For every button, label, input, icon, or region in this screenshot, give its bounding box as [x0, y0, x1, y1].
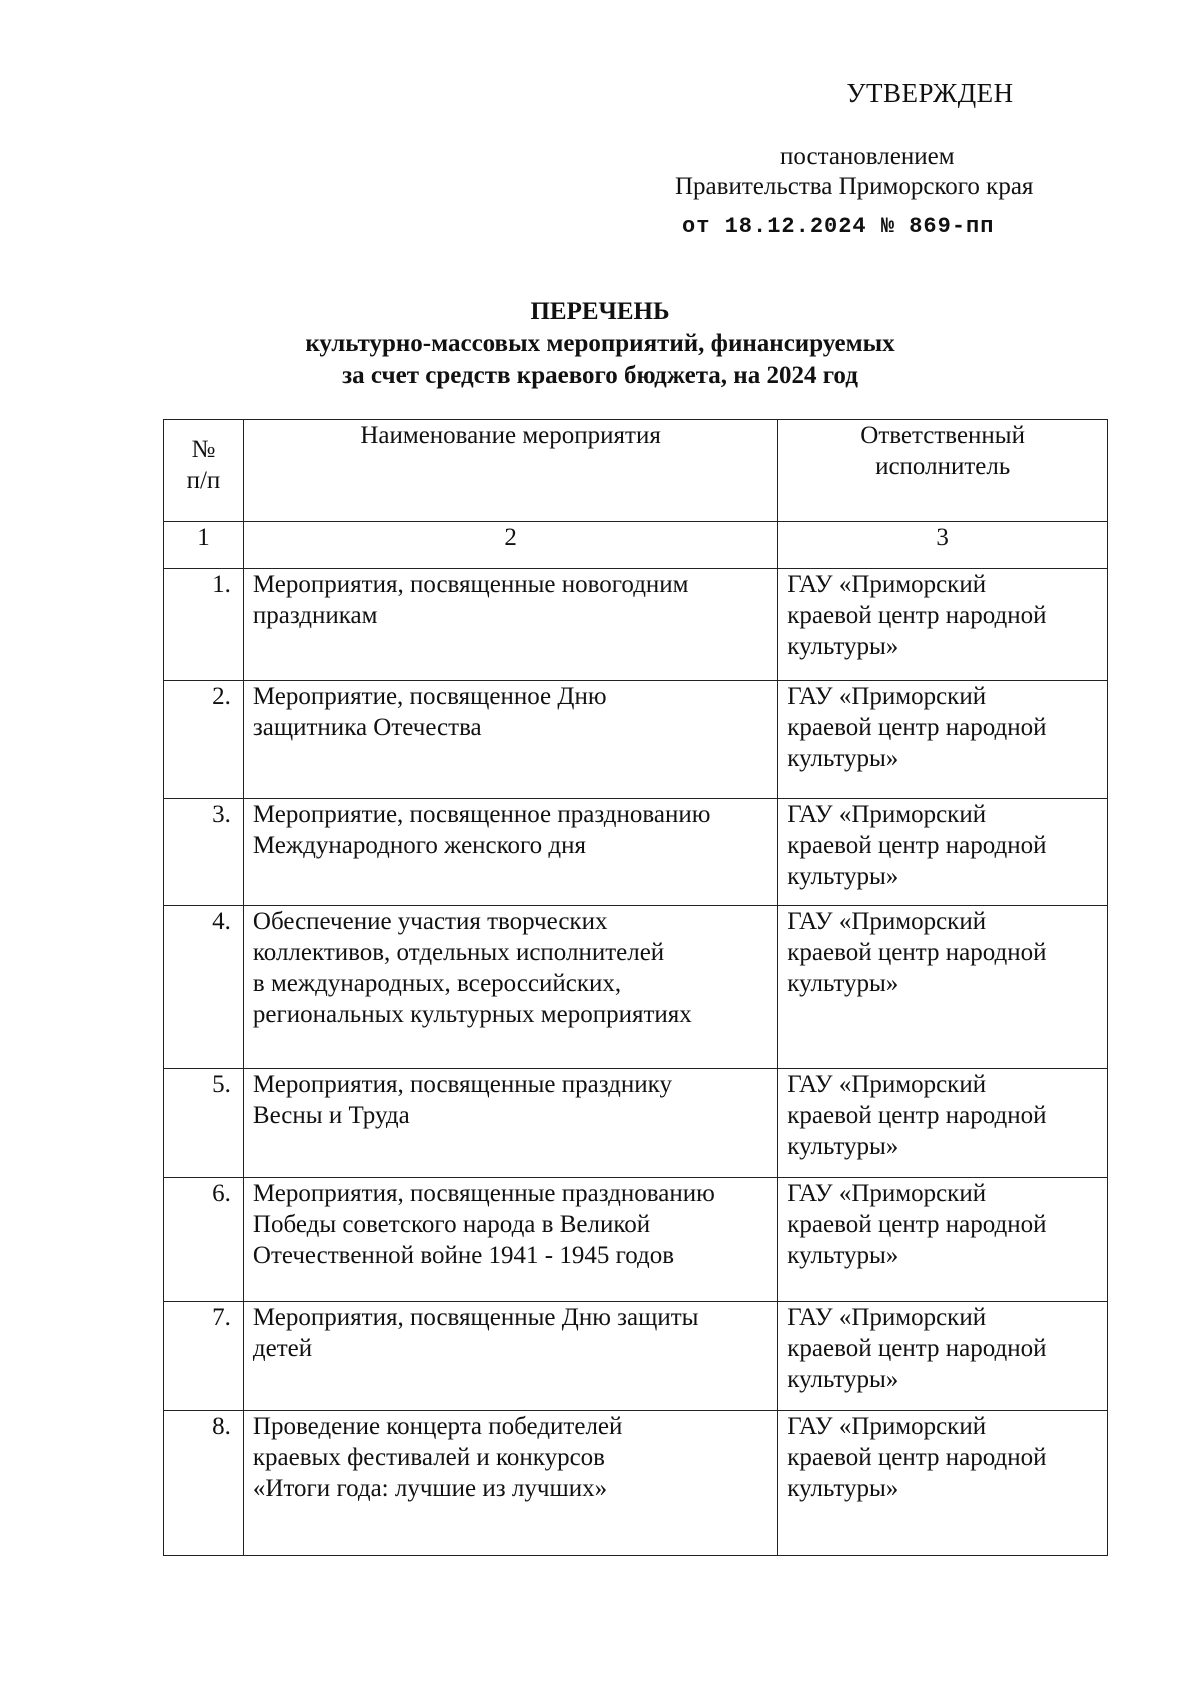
event-name-line: Мероприятия, посвященные Дню защиты — [252, 1304, 699, 1331]
approval-line-2: Правительства Приморского края — [675, 173, 1034, 200]
event-name-line: праздникам — [252, 602, 378, 629]
table-row — [164, 906, 1108, 1069]
executor-line: краевой центр народной — [787, 1444, 1047, 1471]
executor-line: культуры» — [787, 1242, 899, 1269]
table-row — [164, 1178, 1108, 1302]
approval-stamp: УТВЕРЖДЕН — [846, 78, 1014, 108]
approval-line-1: постановлением — [780, 143, 955, 170]
row-number: 2. — [164, 681, 244, 799]
executor-line: краевой центр народной — [787, 939, 1047, 966]
event-name-line: Победы советского народа в Великой — [252, 1211, 651, 1238]
table-header-row — [164, 420, 1108, 522]
executor — [778, 681, 1108, 799]
executor — [778, 1178, 1108, 1302]
executor-line: краевой центр народной — [787, 602, 1047, 629]
header-executor-line-2: исполнитель — [875, 453, 1011, 480]
event-name-line: защитника Отечества — [252, 714, 482, 741]
event-name-line: Проведение концерта победителей — [252, 1413, 623, 1440]
executor-line: ГАУ «Приморский — [787, 1413, 987, 1440]
executor-line: краевой центр народной — [787, 832, 1047, 859]
title-line-2: за счет средств краевого бюджета, на 2024 год — [342, 362, 858, 389]
header-executor-line-1: Ответственный — [860, 422, 1025, 449]
header-name-text: Наименование мероприятия — [360, 422, 661, 449]
event-name — [243, 681, 777, 799]
event-name-line: в международных, всероссийских, — [252, 970, 622, 997]
decree-number: от 18.12.2024 № 869-пп — [682, 214, 995, 239]
table-row — [164, 681, 1108, 799]
event-name — [243, 1411, 777, 1556]
event-name-line: Отечественной войне 1941 - 1945 годов — [252, 1242, 675, 1269]
executor-line: ГАУ «Приморский — [787, 571, 987, 598]
executor-line: культуры» — [787, 1133, 899, 1160]
executor — [778, 1069, 1108, 1178]
row-number: 6. — [164, 1178, 244, 1302]
executor-line: культуры» — [787, 863, 899, 890]
table-row — [164, 569, 1108, 681]
table-row — [164, 1302, 1108, 1411]
event-name-line: Мероприятия, посвященные празднованию — [252, 1180, 715, 1207]
executor — [778, 799, 1108, 906]
executor — [778, 1302, 1108, 1411]
executor-line: культуры» — [787, 1366, 899, 1393]
executor-line: культуры» — [787, 1475, 899, 1502]
event-name — [243, 799, 777, 906]
executor-line: краевой центр народной — [787, 1102, 1047, 1129]
event-name — [243, 1069, 777, 1178]
executor-line: краевой центр народной — [787, 1335, 1047, 1362]
column-number: 1 — [164, 522, 244, 569]
event-name-line: Мероприятия, посвященные празднику — [252, 1071, 672, 1098]
executor-line: ГАУ «Приморский — [787, 683, 987, 710]
executor-line: культуры» — [787, 745, 899, 772]
approval-block — [660, 78, 1100, 242]
event-name-line: Весны и Труда — [252, 1102, 410, 1129]
table-row — [164, 799, 1108, 906]
title-line-1: культурно-массовых мероприятий, финансируемых — [305, 330, 895, 357]
row-number: 7. — [164, 1302, 244, 1411]
executor — [778, 569, 1108, 681]
executor-line: ГАУ «Приморский — [787, 1071, 987, 1098]
header-number-line-1: № — [191, 436, 216, 463]
event-name-line: Мероприятие, посвященное празднованию — [252, 801, 711, 828]
event-name-line: Мероприятие, посвященное Дню — [252, 683, 607, 710]
event-name — [243, 906, 777, 1069]
executor-line: краевой центр народной — [787, 714, 1047, 741]
header-executor — [778, 420, 1108, 522]
executor-line: ГАУ «Приморский — [787, 1304, 987, 1331]
events-table — [163, 419, 1108, 1556]
row-number: 4. — [164, 906, 244, 1069]
row-number: 8. — [164, 1411, 244, 1556]
column-number: 3 — [778, 522, 1108, 569]
row-number: 5. — [164, 1069, 244, 1178]
executor — [778, 1411, 1108, 1556]
event-name-line: Обеспечение участия творческих — [252, 908, 608, 935]
event-name — [243, 1302, 777, 1411]
event-name — [243, 569, 777, 681]
event-name-line: краевых фестивалей и конкурсов — [252, 1444, 605, 1471]
header-name — [243, 420, 777, 522]
event-name-line: Мероприятия, посвященные новогодним — [252, 571, 689, 598]
executor-line: ГАУ «Приморский — [787, 801, 987, 828]
event-name-line: коллективов, отдельных исполнителей — [252, 939, 665, 966]
row-number: 1. — [164, 569, 244, 681]
event-name-line: Международного женского дня — [252, 832, 586, 859]
column-number-row — [164, 522, 1108, 569]
executor-line: культуры» — [787, 633, 899, 660]
table-row — [164, 1411, 1108, 1556]
event-name — [243, 1178, 777, 1302]
column-number: 2 — [243, 522, 777, 569]
event-name-line: «Итоги года: лучшие из лучших» — [252, 1475, 608, 1502]
row-number: 3. — [164, 799, 244, 906]
table-row — [164, 1069, 1108, 1178]
header-number-line-2: п/п — [186, 467, 221, 494]
document-title — [200, 296, 1000, 392]
event-name-line: детей — [252, 1335, 313, 1362]
event-name-line: региональных культурных мероприятиях — [252, 1001, 692, 1028]
executor — [778, 906, 1108, 1069]
title-heading: ПЕРЕЧЕНЬ — [530, 298, 670, 325]
header-number — [164, 420, 244, 522]
executor-line: краевой центр народной — [787, 1211, 1047, 1238]
executor-line: ГАУ «Приморский — [787, 908, 987, 935]
executor-line: ГАУ «Приморский — [787, 1180, 987, 1207]
executor-line: культуры» — [787, 970, 899, 997]
